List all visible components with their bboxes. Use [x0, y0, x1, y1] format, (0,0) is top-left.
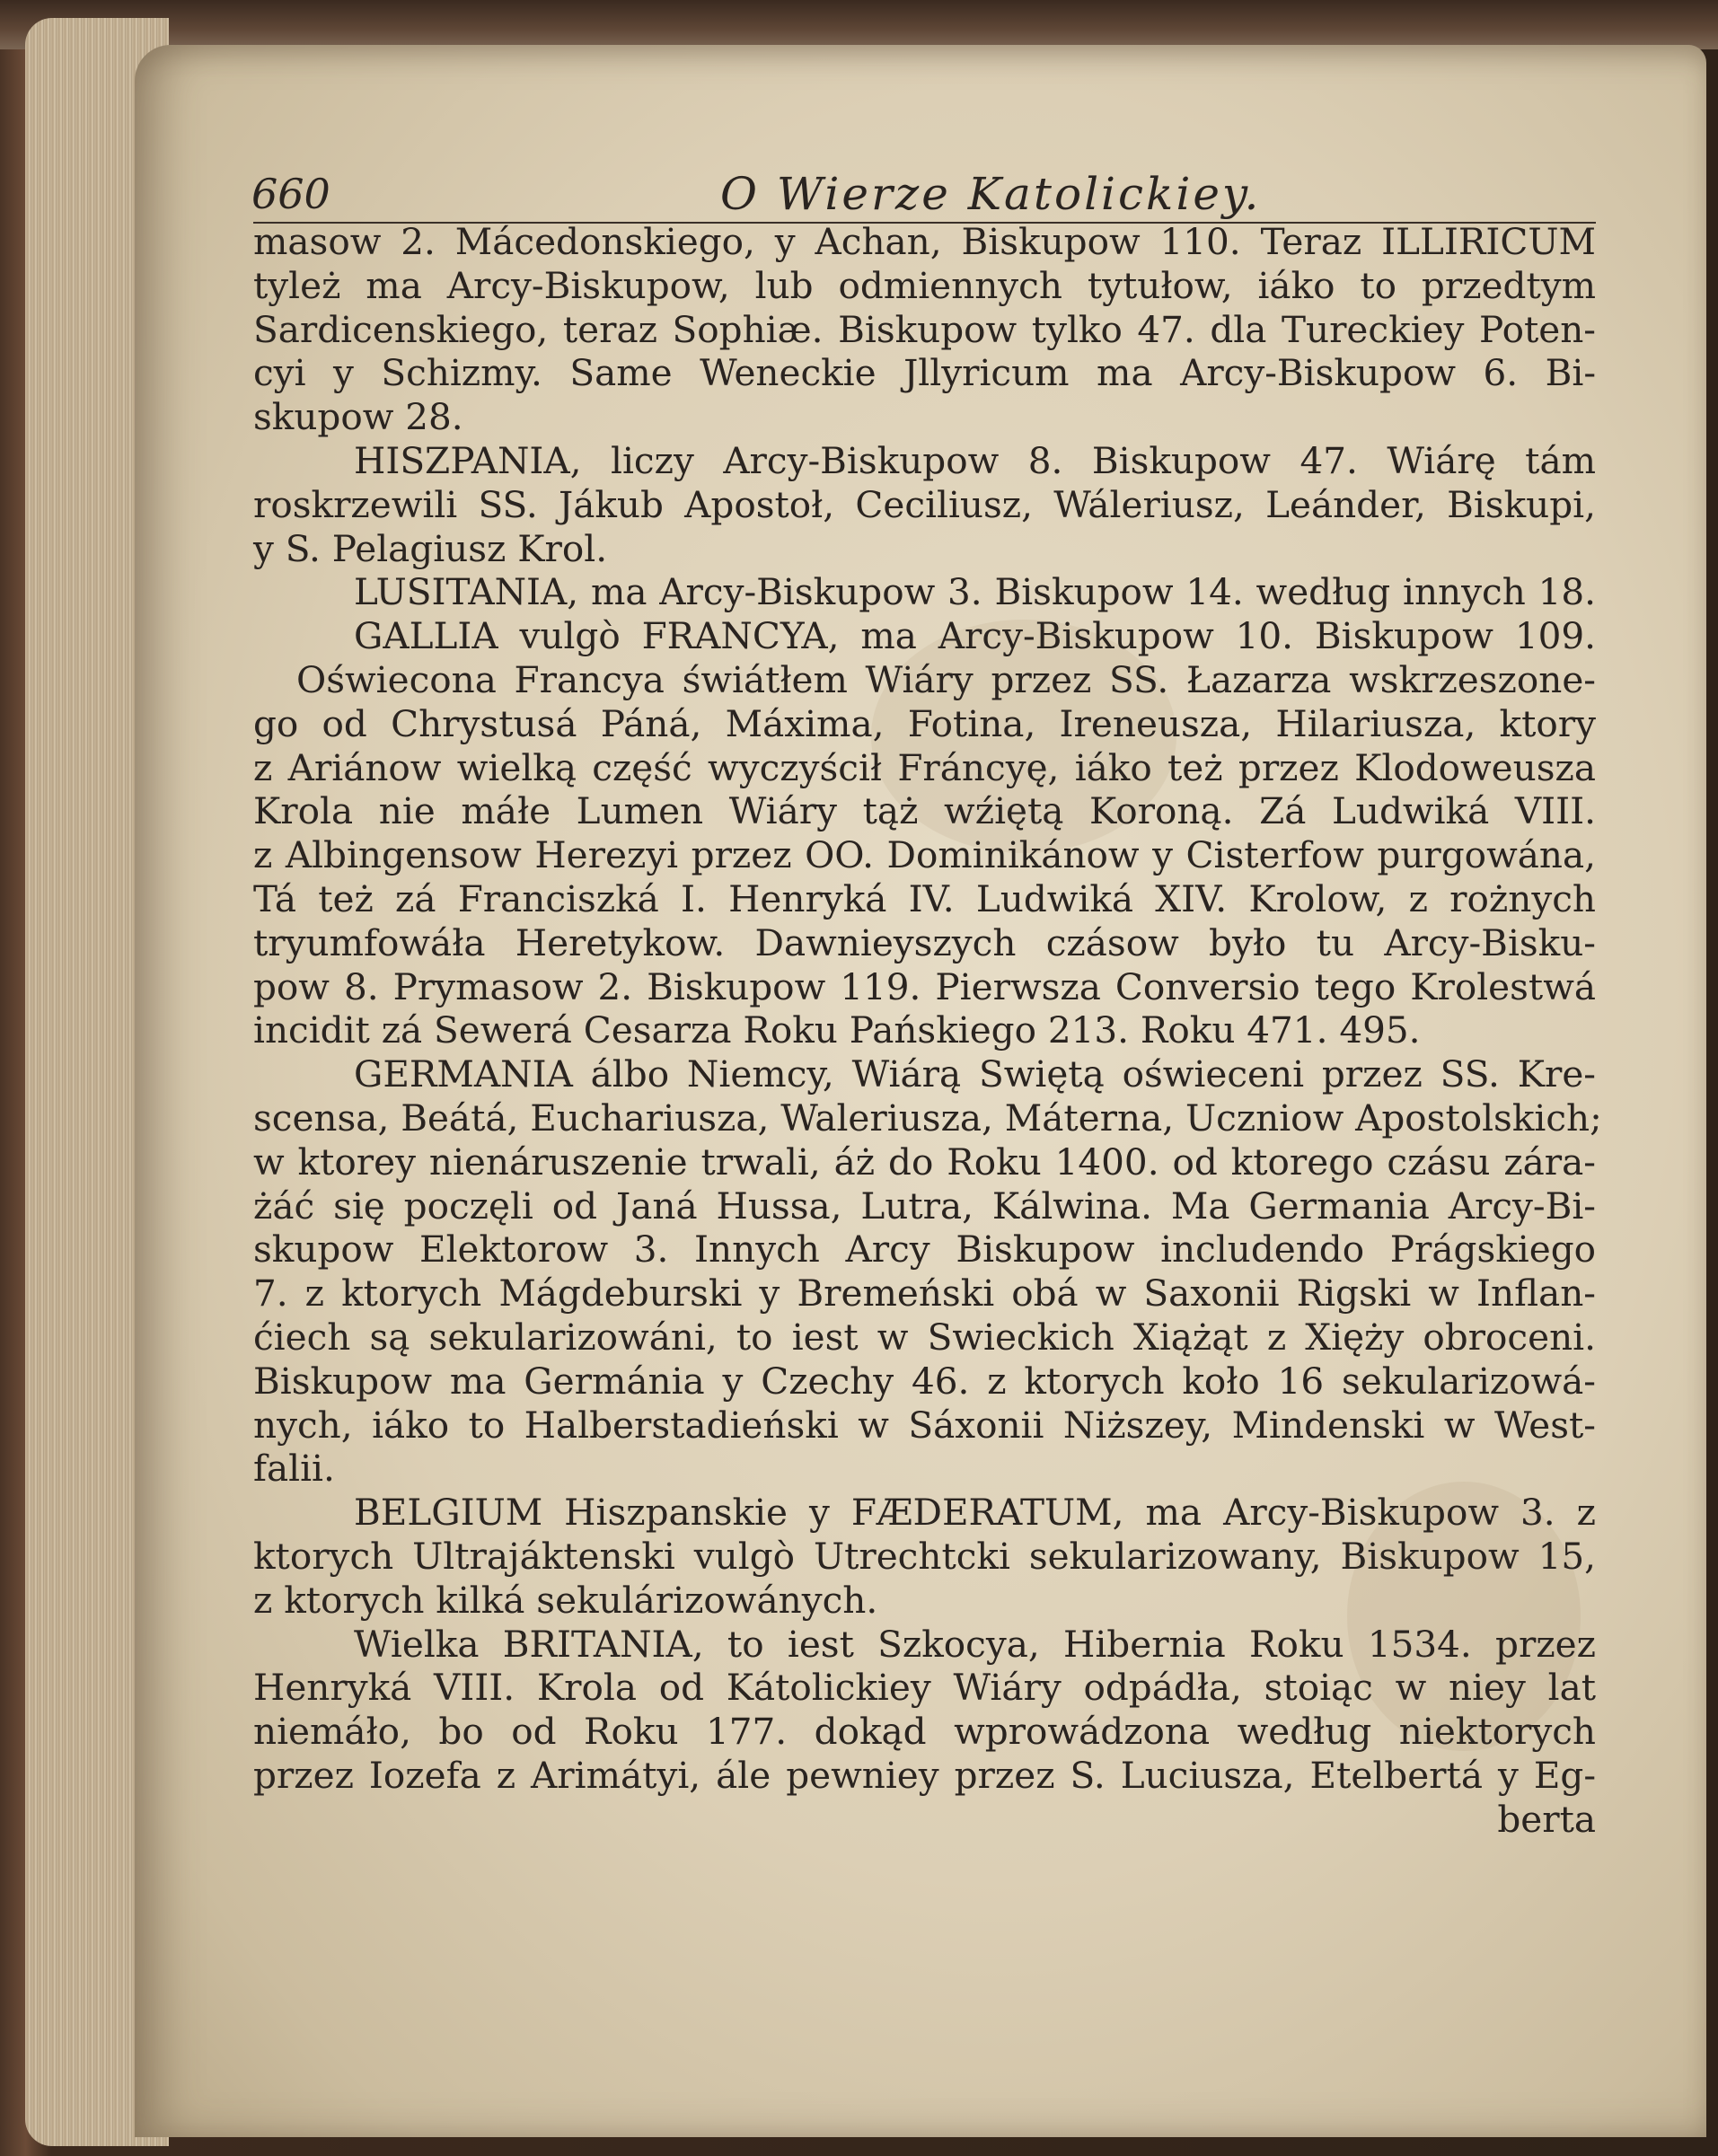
page-text	[251, 166, 1602, 1841]
text-line: skupow 28.	[253, 395, 463, 439]
text-line: Sardicenskiego, teraz Sophiæ. Biskupow tylko 47. dla Tureckiey Poten-	[253, 307, 1596, 351]
catchword: berta	[1497, 1797, 1596, 1841]
text-line: incidit zá Sewerá Cesarza Roku Pańskiego 213. Roku 471. 495.	[253, 1008, 1421, 1052]
text-line: falii.	[253, 1447, 335, 1491]
text-line: ćiech są sekularizowáni, to iest w Swieckich Xiążąt z Xięży obroceni.	[253, 1315, 1596, 1359]
text-line: pow 8. Prymasow 2. Biskupow 119. Pierwsza Conversio tego Krolestwá	[253, 964, 1596, 1008]
running-header	[253, 166, 1596, 224]
text-line: Tá też zá Franciszká I. Henryká IV. Ludwiká XIV. Krolow, z rożnych	[253, 876, 1596, 920]
text-line: Henryká VIII. Krola od Kátolickiey Wiáry odpádła, stoiąc w niey lat	[253, 1666, 1596, 1710]
text-line: cyi y Schizmy. Same Weneckie Jllyricum ma Arcy-Biskupow 6. Bi-	[253, 351, 1596, 395]
text-line: niemáło, bo od Roku 177. dokąd wprowádzona według niektorych	[253, 1710, 1596, 1754]
page-number: 660	[251, 170, 330, 218]
text-line: ktorych Ultrajáktenski vulgò Utrechtcki sekularizowany, Biskupow 15,	[253, 1534, 1596, 1578]
text-line: LUSITANIA, ma Arcy-Biskupow 3. Biskupow 14. według innych 18.	[354, 570, 1596, 614]
running-title: O Wierze Katolickiey.	[720, 168, 1262, 220]
text-line: Biskupow ma Germánia y Czechy 46. z ktorych koło 16 sekularizowá-	[253, 1359, 1596, 1403]
text-line: w ktorey nienáruszenie trwali, áż do Roku 1400. od ktorego czásu zára-	[253, 1140, 1596, 1184]
text-line: BELGIUM Hiszpanskie y FÆDERATUM, ma Arcy-Biskupow 3. z	[354, 1491, 1596, 1535]
text-line: y S. Pelagiusz Krol.	[253, 526, 608, 570]
text-line: 7. z ktorych Mágdeburski y Bremeński obá w Saxonii Rigski w Inflan-	[253, 1272, 1596, 1316]
text-line: tryumfowáła Heretykow. Dawnieyszych czásow było tu Arcy-Bisku-	[253, 920, 1596, 964]
text-line: go od Chrystusá Páná, Máxima, Fotina, Ireneusza, Hilariusza, ktory	[253, 701, 1596, 745]
text-line: Krola nie máłe Lumen Wiáry tąż wźiętą Koroną. Zá Ludwiká VIII.	[253, 789, 1596, 833]
book-top-edge	[0, 0, 1718, 49]
text-line: Wielka BRITANIA, to iest Szkocya, Hibernia Roku 1534. przez	[354, 1622, 1596, 1666]
text-line: GERMANIA álbo Niemcy, Wiárą Swiętą oświeceni przez SS. Kre-	[354, 1052, 1596, 1096]
text-line: skupow Elektorow 3. Innych Arcy Biskupow includendo Prágskiego	[253, 1228, 1596, 1272]
text-line: z Albingensow Herezyi przez OO. Dominikánow y Cisterfow purgowána,	[253, 833, 1596, 877]
text-line: przez Iozefa z Arimátyi, ále pewniey przez S. Luciusza, Etelbertá y Eg-	[253, 1753, 1596, 1797]
text-line: tyleż ma Arcy-Biskupow, lub odmiennych tytułow, iáko to przedtym	[253, 263, 1596, 307]
text-line: scensa, Beátá, Euchariusza, Waleriusza, Máterna, Uczniow Apostolskich;	[253, 1096, 1602, 1140]
text-line: z Ariánow wielką część wyczyścił Fráncyę, iáko też przez Klodoweusza	[253, 745, 1596, 789]
text-line: Oświecona Francya świátłem Wiáry przez SS. Łazarza wskrzeszone-	[296, 657, 1596, 701]
text-line: żáć się poczęli od Janá Hussa, Lutra, Kálwina. Ma Germania Arcy-Bi-	[253, 1184, 1596, 1228]
text-line: HISZPANIA, liczy Arcy-Biskupow 8. Biskupow 47. Wiárę tám	[354, 438, 1596, 482]
text-line: z ktorych kilká sekulárizowánych.	[253, 1578, 878, 1622]
text-line: GALLIA vulgò FRANCYA, ma Arcy-Biskupow 10. Biskupow 109.	[354, 614, 1596, 658]
text-line: roskrzewili SS. Jákub Apostoł, Ceciliusz, Wáleriusz, Leánder, Biskupi,	[253, 482, 1596, 526]
body-text	[253, 220, 1602, 1841]
text-line: nych, iáko to Halberstadieński w Sáxonii Niższey, Mindenski w West-	[253, 1403, 1596, 1447]
text-line: masow 2. Mácedonskiego, y Achan, Biskupow 110. Teraz ILLIRICUM	[253, 220, 1596, 263]
